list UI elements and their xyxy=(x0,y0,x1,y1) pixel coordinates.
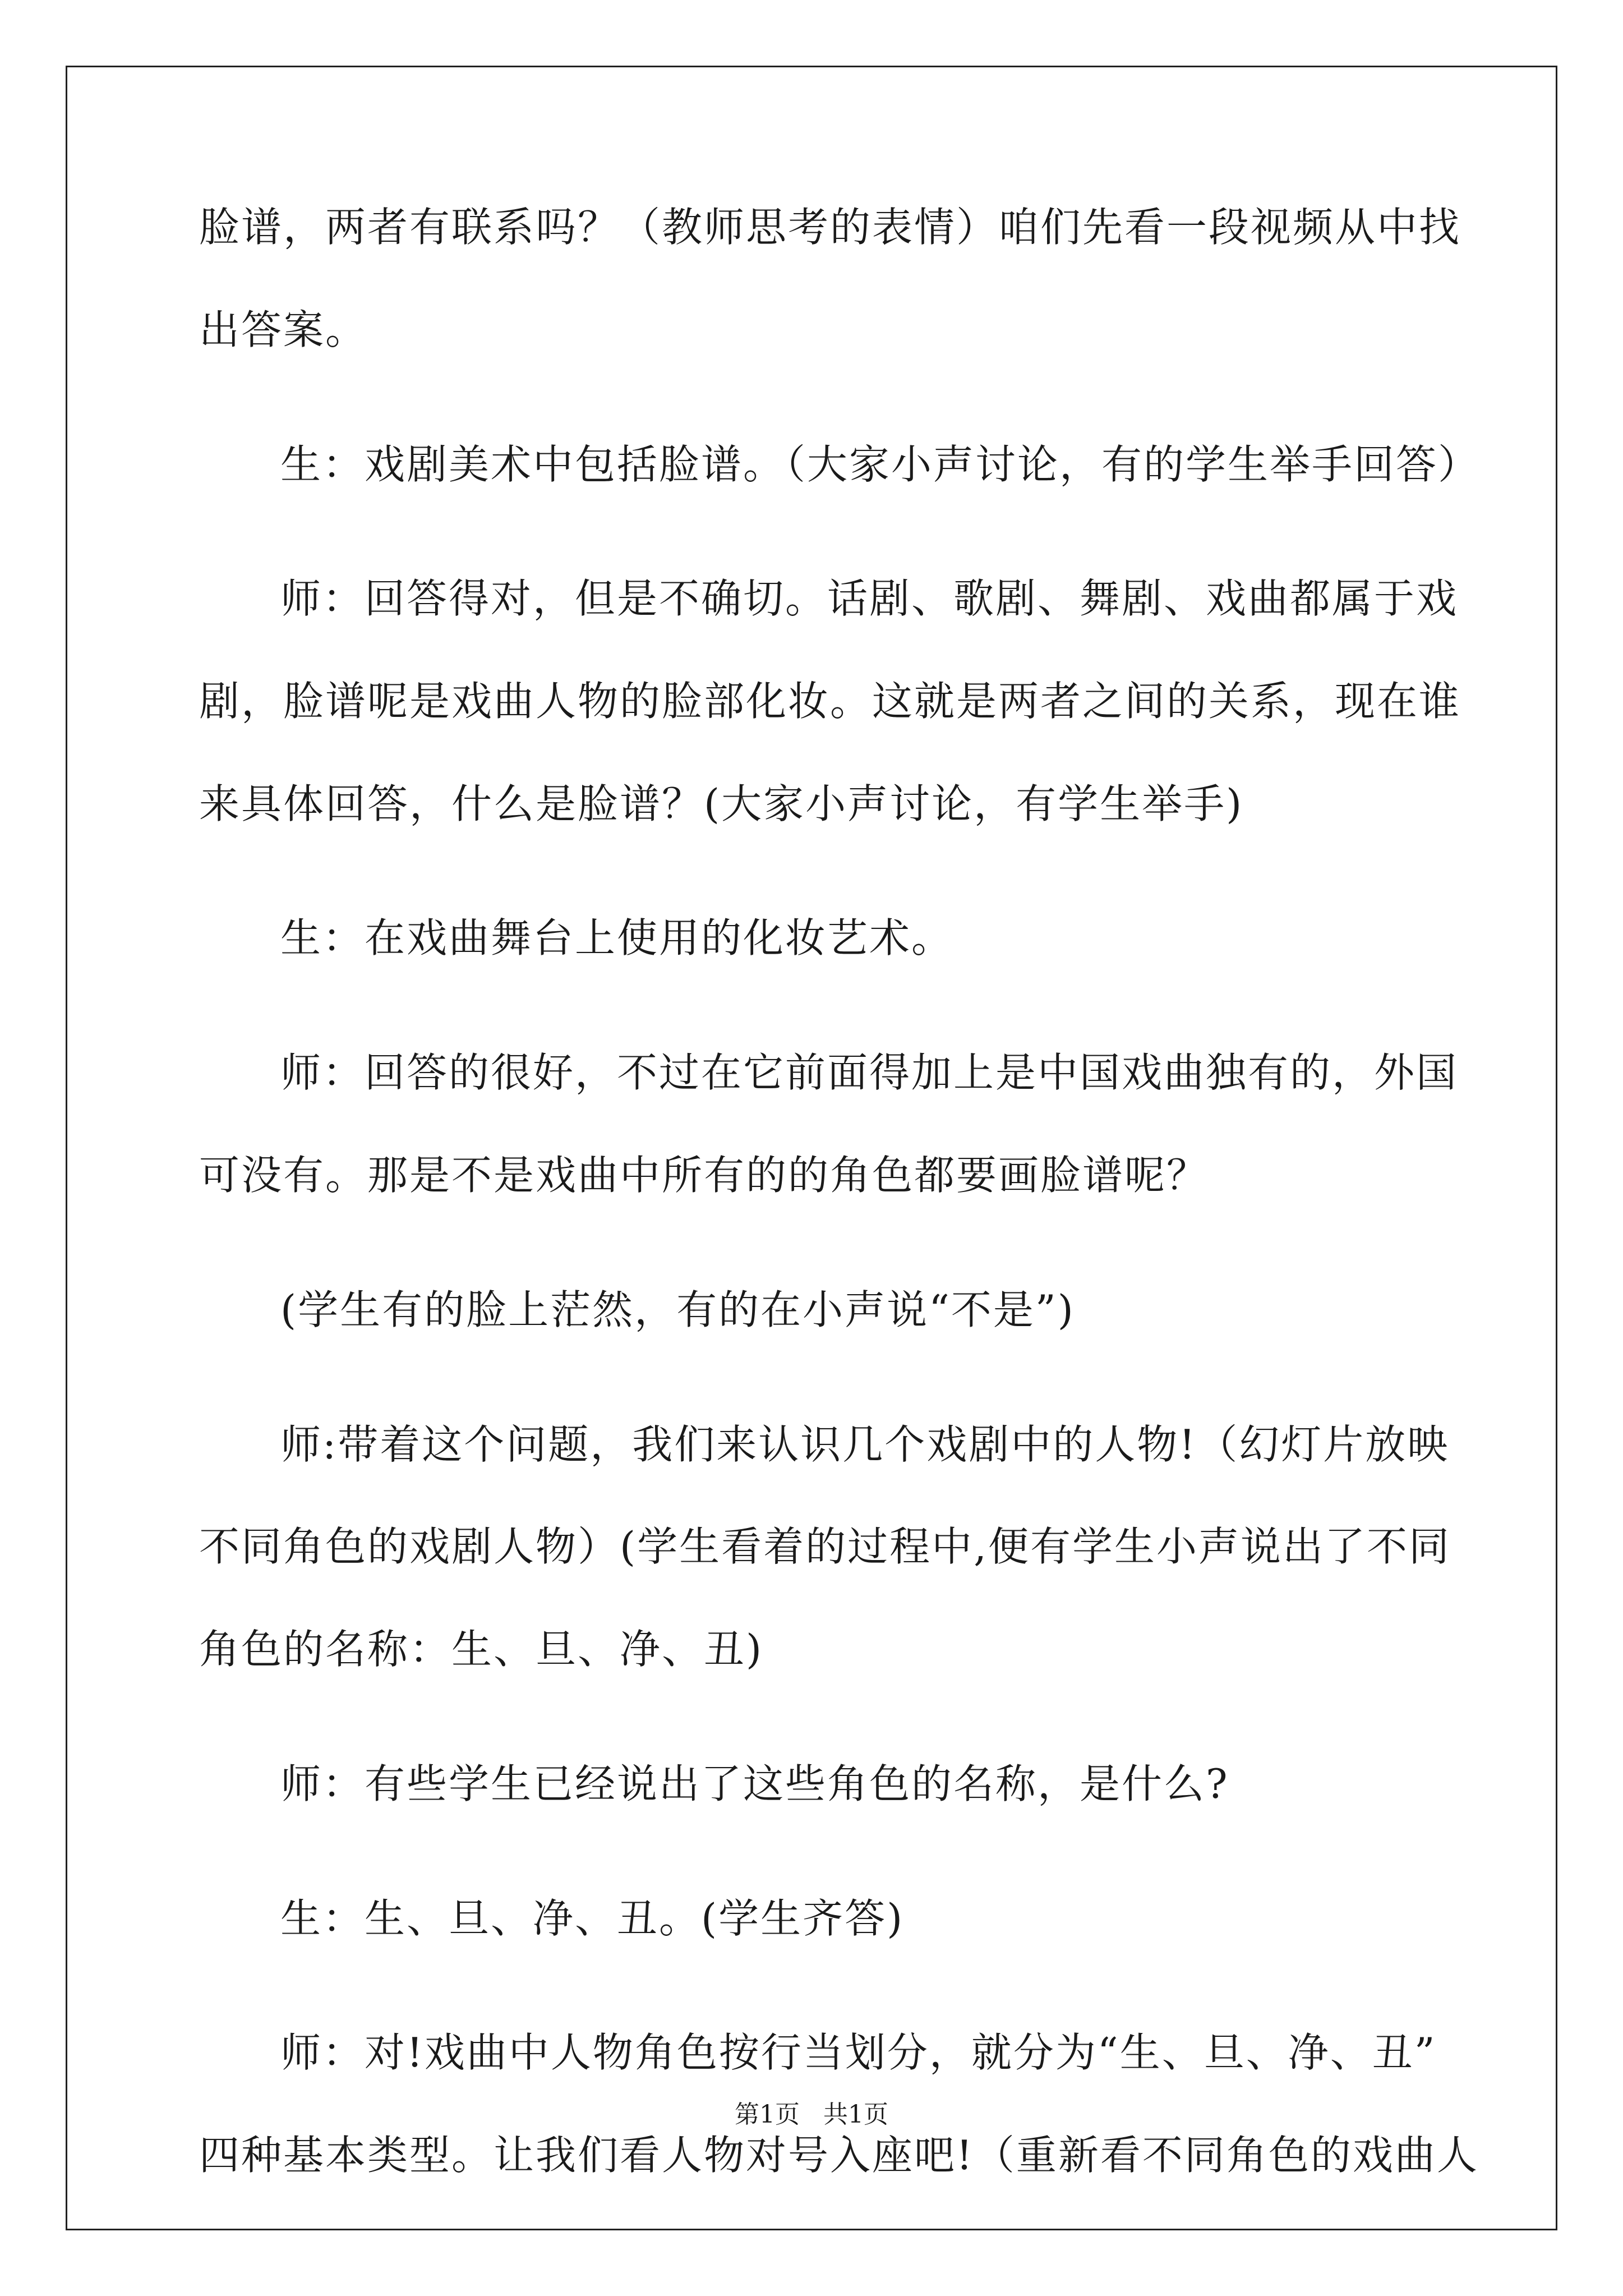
text-line: 师：回答的很好，不过在它前面得加上是中国戏曲独有的，外国 xyxy=(280,1049,1459,1096)
text-line: 师：对!戏曲中人物角色按行当划分，就分为“生、旦、净、丑” xyxy=(280,2029,1437,2076)
text-line: 生：戏剧美术中包括脸谱。（大家小声讨论，有的学生举手回答） xyxy=(280,441,1481,488)
text-line: 剧，脸谱呢是戏曲人物的脸部化妆。这就是两者之间的关系，现在谁 xyxy=(199,678,1461,725)
text-line: 生：在戏曲舞台上使用的化妆艺术。 xyxy=(280,914,954,961)
text-line: 不同角色的戏剧人物）(学生看着的过程中,便有学生小声说出了不同 xyxy=(199,1523,1451,1570)
text-line: 四种基本类型。让我们看人物对号入座吧!（重新看不同角色的戏曲人 xyxy=(199,2132,1479,2179)
text-line: 师：回答得对，但是不确切。话剧、歌剧、舞剧、戏曲都属于戏 xyxy=(280,575,1459,622)
page-number-footer: 第1页 共1页 xyxy=(735,2100,888,2129)
text-line: (学生有的脸上茫然，有的在小声说“不是”) xyxy=(280,1286,1075,1333)
text-line: 师：有些学生已经说出了这些角色的名称，是什么? xyxy=(280,1760,1229,1807)
text-line: 来具体回答，什么是脸谱？(大家小声讨论，有学生举手) xyxy=(199,780,1244,827)
text-line: 生：生、旦、净、丑。(学生齐答) xyxy=(280,1895,905,1942)
text-line: 脸谱，两者有联系吗？（教师思考的表情）咱们先看一段视频从中找 xyxy=(199,204,1461,251)
text-line: 师:带着这个问题，我们来认识几个戏剧中的人物!（幻灯片放映 xyxy=(280,1421,1450,1468)
text-line: 出答案。 xyxy=(199,306,368,353)
text-line: 角色的名称：生、旦、净、丑) xyxy=(199,1626,764,1673)
text-line: 可没有。那是不是戏曲中所有的的角色都要画脸谱呢？ xyxy=(199,1152,1209,1199)
